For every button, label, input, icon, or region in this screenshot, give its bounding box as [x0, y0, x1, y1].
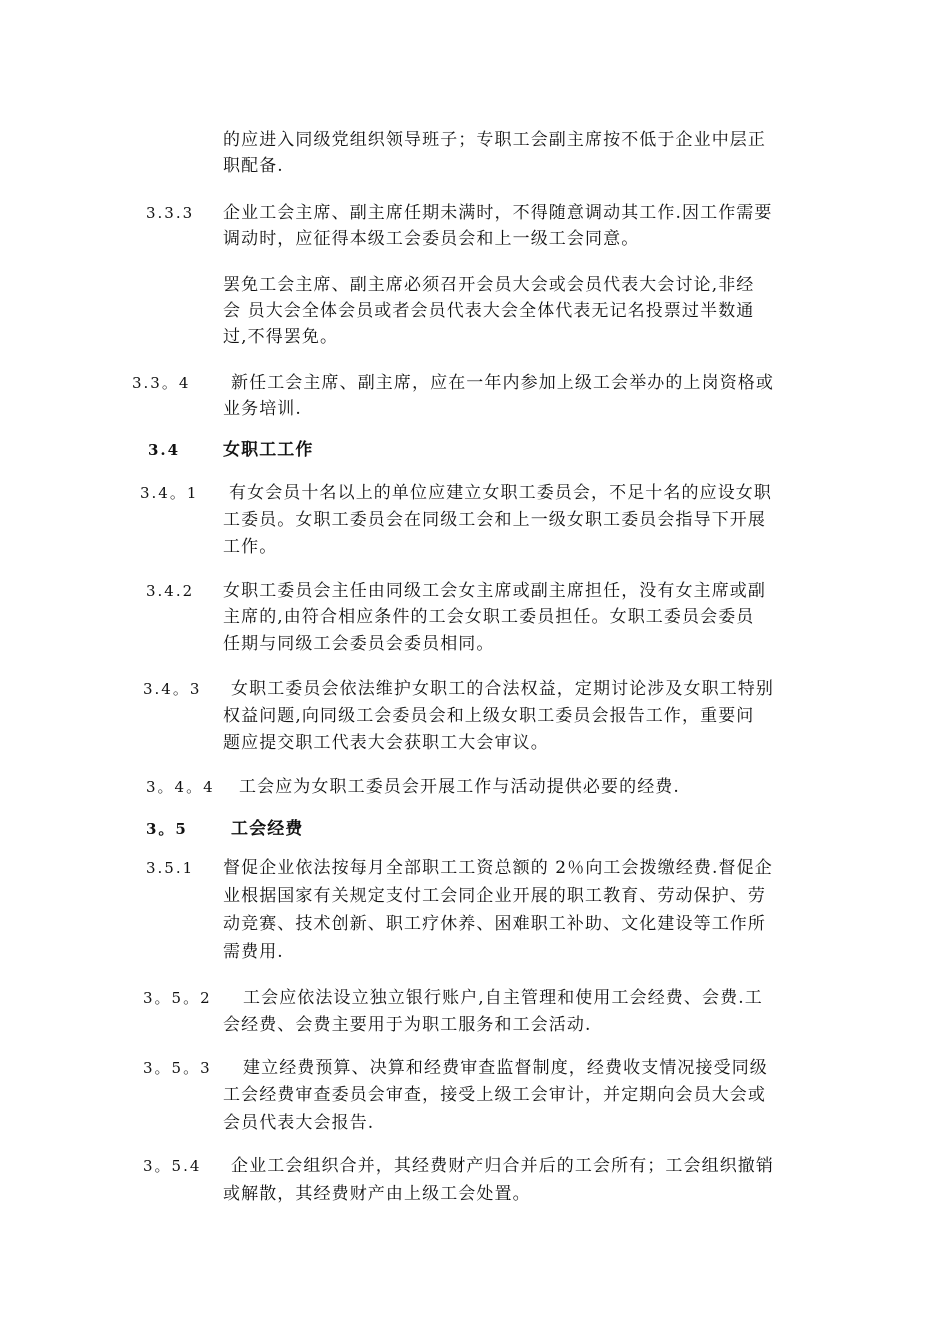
text-line: 的应进入同级党组织领导班子；专职工会副主席按不低于企业中层正: [223, 130, 766, 150]
text-line: 会 员大会全体会员或者会员代表大会全体代表无记名投票过半数通: [223, 301, 755, 321]
text-line: 有女会员十名以上的单位应建立女职工委员会，不足十名的应设女职: [229, 483, 772, 503]
section-number: 3。5: [146, 820, 188, 838]
text-line: 动竞赛、技术创新、职工疗休养、困难职工补助、文化建设等工作所: [223, 914, 766, 934]
text-line: 调动时，应征得本级工会委员会和上一级工会同意。: [223, 229, 640, 249]
text-line: 工作。: [223, 537, 278, 557]
text-line: 女职工委员会依法维护女职工的合法权益，定期讨论涉及女职工特别: [231, 679, 774, 699]
text-line: 建立经费预算、决算和经费审查监督制度，经费收支情况接受同级: [243, 1058, 768, 1078]
text-line: 或解散，其经费财产由上级工会处置。: [223, 1184, 531, 1204]
text-line: 权益问题,向同级工会委员会和上级女职工委员会报告工作，重要问: [223, 706, 755, 726]
text-line: 企业工会主席、副主席任期未满时，不得随意调动其工作.因工作需要: [223, 203, 773, 223]
text-line: 题应提交职工代表大会获职工大会审议。: [223, 733, 549, 753]
text-line: 工会经费审查委员会审查，接受上级工会审计，并定期向会员大会或: [223, 1085, 766, 1105]
clause-number: 3。5。2: [143, 989, 212, 1007]
text-line: 工会应为女职工委员会开展工作与活动提供必要的经费.: [239, 777, 680, 797]
clause-number: 3.3.3: [146, 204, 195, 222]
clause-number: 3。4。4: [146, 778, 215, 796]
text-line: 业务培训.: [223, 399, 302, 419]
clause-number: 3.3。4: [132, 374, 191, 392]
text-line: 主席的,由符合相应条件的工会女职工委员担任。女职工委员会委员: [223, 607, 755, 627]
text-line: 罢免工会主席、副主席必须召开会员大会或会员代表大会讨论,非经: [223, 275, 755, 295]
text-line: 工会应依法设立独立银行账户,自主管理和使用工会经费、会费.工: [243, 988, 763, 1008]
text-line: 会经费、会费主要用于为职工服务和工会活动.: [223, 1015, 592, 1035]
clause-number: 3.5.1: [146, 859, 195, 877]
section-title: 女职工工作: [223, 440, 314, 460]
section-title: 工会经费: [231, 819, 304, 839]
section-number: 3.4: [148, 441, 181, 459]
text-line: 督促企业依法按每月全部职工工资总额的 2％向工会拨缴经费.督促企: [223, 858, 773, 878]
text-line: 会员代表大会报告.: [223, 1113, 375, 1133]
text-line: 任期与同级工会委员会委员相同。: [223, 634, 495, 654]
text-line: 过,不得罢免。: [223, 327, 339, 347]
text-line: 新任工会主席、副主席，应在一年内参加上级工会举办的上岗资格或: [231, 373, 774, 393]
clause-number: 3.4。1: [140, 484, 199, 502]
text-line: 职配备.: [223, 156, 284, 176]
clause-number: 3。5.4: [143, 1157, 202, 1175]
clause-number: 3.4.2: [146, 582, 195, 600]
text-line: 工委员。女职工委员会在同级工会和上一级女职工委员会指导下开展: [223, 510, 766, 530]
text-line: 需费用.: [223, 942, 284, 962]
clause-number: 3。5。3: [143, 1059, 212, 1077]
clause-number: 3.4。3: [143, 680, 202, 698]
text-line: 业根据国家有关规定支付工会同企业开展的职工教育、劳动保护、劳: [223, 886, 766, 906]
text-line: 女职工委员会主任由同级工会女主席或副主席担任，没有女主席或副: [223, 581, 766, 601]
text-line: 企业工会组织合并，其经费财产归合并后的工会所有；工会组织撤销: [231, 1156, 774, 1176]
